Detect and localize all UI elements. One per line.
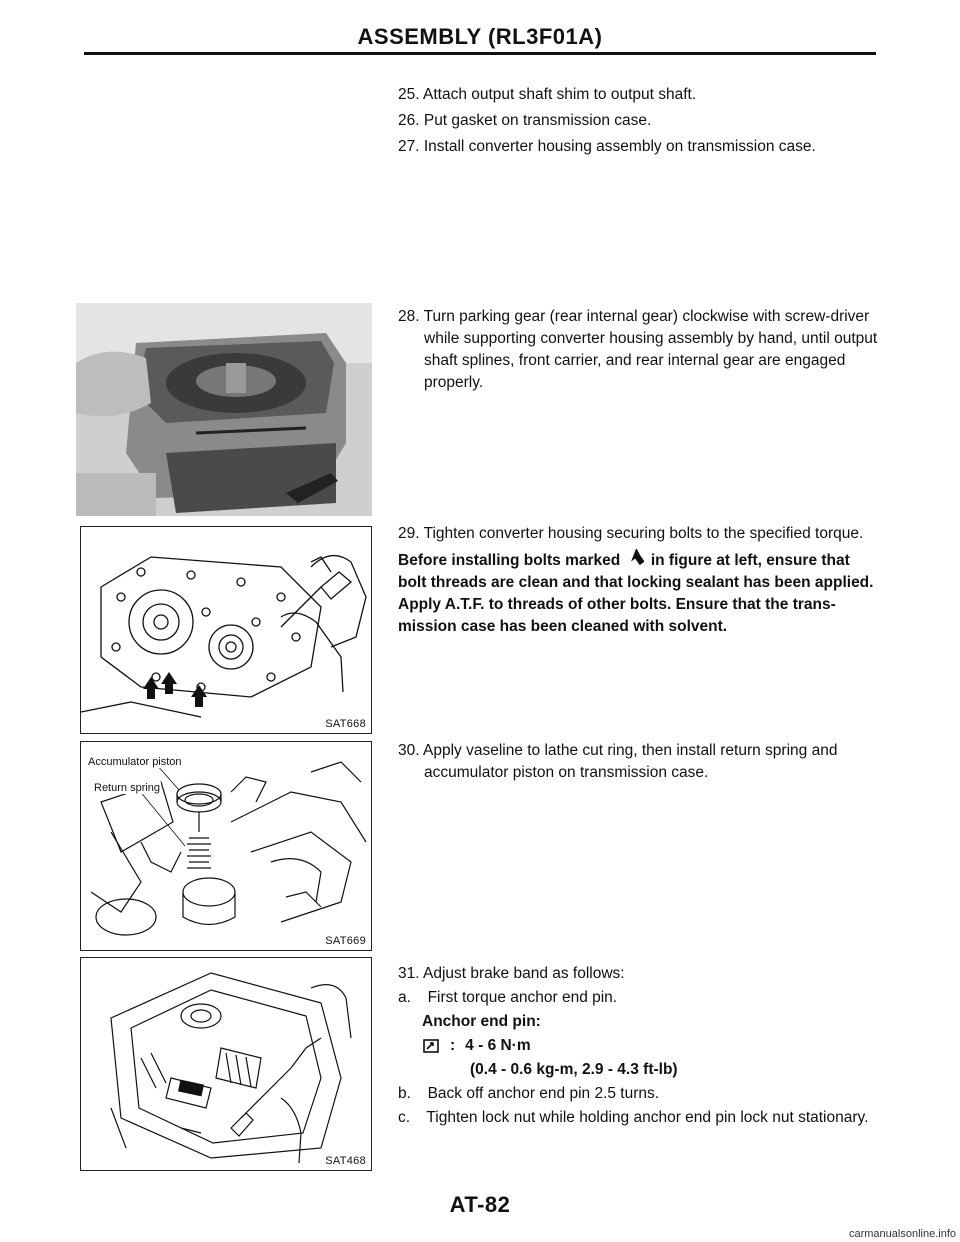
figure-sat468	[80, 957, 372, 1171]
accumulator-piston-drawing	[81, 742, 371, 950]
watermark: carmanualsonline.info	[848, 1228, 956, 1240]
step-29-block	[398, 523, 882, 638]
photo-converter-housing	[76, 303, 372, 516]
converter-housing-photo-drawing	[76, 303, 372, 516]
label-accumulator-piston: Accumulator piston	[88, 756, 182, 768]
spec-title: Anchor end pin:	[422, 1013, 541, 1030]
step-31-b: b. Back off anchor end pin 2.5 turns.	[398, 1085, 660, 1102]
steps-25-27	[398, 84, 882, 162]
page-number: AT-82	[449, 1192, 511, 1217]
step-31-a: a. First torque anchor end pin.	[398, 989, 618, 1006]
step-30-block	[398, 740, 882, 788]
step-29: 29. Tighten converter housing securing bolts to the specified torque.	[398, 525, 864, 542]
torque-spec-alt: (0.4 - 0.6 kg-m, 2.9 - 4.3 ft-lb)	[470, 1061, 678, 1078]
step-31: 31. Adjust brake band as follows:	[398, 965, 625, 982]
converter-housing-bolts-drawing	[81, 527, 371, 733]
figure-code: SAT468	[325, 1155, 366, 1167]
figure-sat668	[80, 526, 372, 734]
step-31-block	[398, 963, 882, 1131]
figure-code: SAT668	[325, 718, 366, 730]
header-rule	[84, 52, 876, 55]
step-28-block	[398, 306, 882, 398]
atf-note: Apply A.T.F. to threads of other bolts. Ensure that the trans-mission case has been cleaned with solvent.	[398, 596, 836, 635]
label-return-spring: Return spring	[94, 782, 161, 794]
step-31-c: c. Tighten lock nut while holding anchor end pin lock nut stationary.	[398, 1109, 869, 1126]
bolt-note-after: in figure at left, ensure that bolt threads are clean and that locking sealant has been applied.	[398, 552, 874, 591]
torque-spec: : 4 - 6 N·m	[398, 1035, 882, 1057]
bolt-marker-arrow-icon	[628, 549, 644, 567]
page-title: ASSEMBLY (RL3F01A)	[357, 24, 603, 49]
brake-band-adjust-drawing	[81, 958, 371, 1170]
step-30: 30. Apply vaseline to lathe cut ring, then install return spring and accumulator piston on transmission case.	[398, 742, 838, 781]
step-26: 26. Put gasket on transmission case.	[398, 112, 652, 129]
figure-sat669	[80, 741, 372, 951]
step-25: 25. Attach output shaft shim to output shaft.	[398, 86, 697, 103]
step-27: 27. Install converter housing assembly on transmission case.	[398, 138, 816, 155]
torque-wrench-icon	[422, 1037, 442, 1055]
bolt-note	[398, 549, 882, 638]
step-28: 28. Turn parking gear (rear internal gear) clockwise with screw-driver while supporting converter housing assembly by hand, until output shaft splines, front carrier, and rear internal gear are engaged properly.	[398, 308, 878, 391]
figure-code: SAT669	[325, 935, 366, 947]
bolt-note-before: Before installing bolts marked	[398, 552, 621, 569]
